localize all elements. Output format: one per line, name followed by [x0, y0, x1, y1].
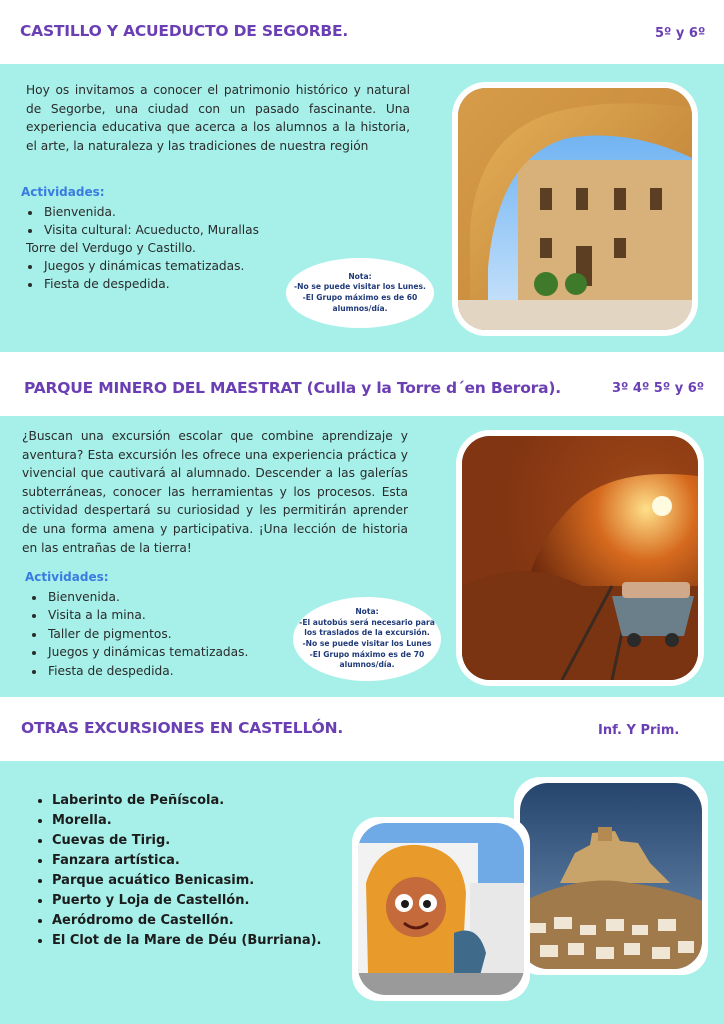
section2-band: [0, 416, 724, 697]
note-line: Nota:: [355, 607, 379, 617]
morella-illustration: [520, 783, 702, 969]
section2-header: [0, 352, 724, 416]
section2-note-bubble: [293, 597, 441, 681]
list-item: • Morella.: [52, 811, 322, 831]
list-item: • Aeródromo de Castellón.: [52, 911, 322, 931]
other-excursions-list: [32, 791, 322, 951]
list-item: • Juegos y dinámicas tematizadas.: [42, 257, 244, 275]
list-item: • Juegos y dinámicas tematizadas.: [46, 643, 248, 661]
list-item: • El Clot de la Mare de Déu (Burriana).: [52, 931, 322, 951]
list-item: • Bienvenida.: [46, 588, 248, 606]
section3-grade: Inf. Y Prim.: [598, 723, 680, 738]
section2-paragraph: ¿Buscan una excursión escolar que combine aprendizaje y aventura? Esta excursión les ofrece una experiencia práctica y vivencial que cautivará al alumnado. Descender a las galerías subterráneas, conocer las herramientas y los procesos. Esta actividad despertará su curiosidad y les permitirán aprender de una forma amena y participativa. ¡Una lección de historia en las entrañas de la tierra!: [22, 429, 408, 555]
note-line: alumnos/día.: [332, 303, 388, 313]
section1-activities-title: Actividades:: [21, 185, 105, 199]
section1-header: [0, 0, 724, 64]
section2-activities-title: Actividades:: [25, 570, 109, 584]
section1-activities-more: [20, 257, 244, 294]
section3-header: [0, 697, 724, 761]
note-line: -El Grupo máximo es de 60: [302, 293, 418, 302]
fanzara-mural-photo: [352, 817, 530, 1001]
note-line: -El Grupo máximo es de 70: [309, 649, 425, 659]
list-item: • Fiesta de despedida.: [46, 662, 248, 680]
morella-photo: [514, 777, 708, 975]
section1-grade: 5º y 6º: [655, 26, 706, 41]
section1-note-bubble: [286, 258, 434, 328]
note-line: -El autobús será necesario para: [299, 617, 435, 627]
list-item: • Laberinto de Peñíscola.: [52, 791, 322, 811]
section2-grade: 3º 4º 5º y 6º: [612, 381, 705, 396]
section3-title: OTRAS EXCURSIONES EN CASTELLÓN.: [21, 719, 344, 737]
note-line: Nota:: [348, 271, 372, 281]
note-line: los traslados de la excursión.: [304, 628, 430, 638]
section1-band: [0, 64, 724, 352]
aqueduct-photo: [452, 82, 698, 336]
mine-illustration: [462, 436, 698, 680]
section2-activities: [24, 588, 248, 680]
list-item: • Puerto y Loja de Castellón.: [52, 891, 322, 911]
section3-band: [0, 761, 724, 1024]
section1-activity-continuation: Torre del Verdugo y Castillo.: [26, 241, 196, 255]
mural-illustration: [358, 823, 524, 995]
list-item: • Visita cultural: Acueducto, Murallas: [42, 221, 259, 239]
list-item: • Taller de pigmentos.: [46, 625, 248, 643]
section1-paragraph: Hoy os invitamos a conocer el patrimonio histórico y natural de Segorbe, una ciudad con un pasado fascinante. Una experiencia educativa que acerca a los alumnos a la historia, el arte, la naturaleza y las tradiciones de nuestra región: [26, 83, 410, 153]
mine-photo: [456, 430, 704, 686]
note-line: -No se puede visitar los Lunes.: [294, 282, 426, 292]
section2-title: PARQUE MINERO DEL MAESTRAT (Culla y la Torre d´en Berora).: [24, 379, 561, 397]
section1-title: CASTILLO Y ACUEDUCTO DE SEGORBE.: [20, 22, 349, 40]
list-item: • Parque acuático Benicasim.: [52, 871, 322, 891]
section1-activities: [20, 203, 259, 240]
note-line: alumnos/día.: [339, 660, 395, 670]
list-item: • Cuevas de Tirig.: [52, 831, 322, 851]
list-item: • Fanzara artística.: [52, 851, 322, 871]
aqueduct-illustration: [458, 88, 692, 330]
note-line: -No se puede visitar los Lunes: [302, 639, 432, 648]
list-item: • Bienvenida.: [42, 203, 259, 221]
list-item: • Visita a la mina.: [46, 606, 248, 624]
list-item: • Fiesta de despedida.: [42, 275, 244, 293]
